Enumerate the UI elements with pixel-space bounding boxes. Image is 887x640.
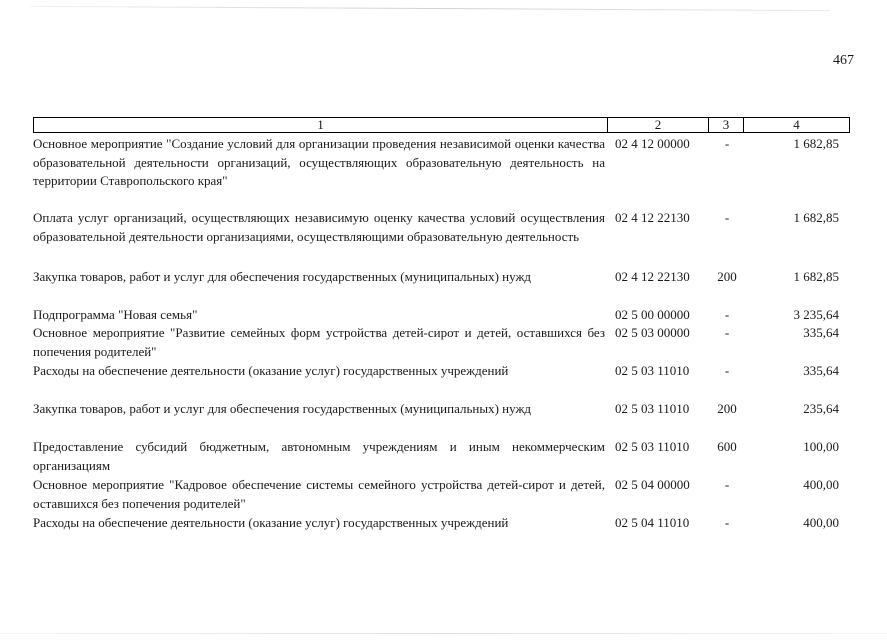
row-code: 02 4 12 22130 bbox=[615, 269, 690, 284]
row-type: - bbox=[724, 136, 730, 151]
row-code: 02 5 03 11010 bbox=[615, 401, 690, 416]
row-code: 02 5 03 00000 bbox=[615, 325, 690, 340]
row-sum: 1 682,85 bbox=[793, 269, 839, 284]
row-type: - bbox=[724, 477, 730, 492]
row-name: Основное мероприятие "Создание условий для организации проведения независимой оценки качества образовательной деятельности организаций, осуществляющих образовательную деятельность на территории Ставропольского края" bbox=[33, 136, 605, 188]
table-header bbox=[33, 117, 850, 133]
header-col-4: 4 bbox=[793, 117, 800, 132]
row-type: 200 bbox=[717, 269, 737, 284]
row-type: - bbox=[724, 515, 730, 530]
page-number: 467 bbox=[833, 53, 854, 68]
row-code: 02 4 12 22130 bbox=[615, 210, 690, 225]
scan-artifact-line bbox=[30, 6, 830, 11]
row-code: 02 4 12 00000 bbox=[615, 136, 690, 151]
row-name: Закупка товаров, работ и услуг для обеспечения государственных (муниципальных) нужд bbox=[33, 401, 532, 416]
row-name: Закупка товаров, работ и услуг для обеспечения государственных (муниципальных) нужд bbox=[33, 269, 532, 284]
scan-artifact-bottom bbox=[0, 633, 887, 634]
row-code: 02 5 03 11010 bbox=[615, 439, 690, 454]
row-name: Предоставление субсидий бюджетным, автономным учреждениям и иным некоммерческим организациям bbox=[33, 439, 605, 473]
header-col-1: 1 bbox=[34, 118, 608, 132]
row-sum: 3 235,64 bbox=[793, 307, 839, 322]
row-name: Расходы на обеспечение деятельности (оказание услуг) государственных учреждений bbox=[33, 515, 509, 530]
row-type: - bbox=[724, 325, 730, 340]
row-sum: 100,00 bbox=[803, 439, 839, 454]
row-code: 02 5 00 00000 bbox=[615, 307, 690, 322]
row-sum: 335,64 bbox=[803, 325, 839, 340]
row-type: - bbox=[724, 363, 730, 378]
row-sum: 1 682,85 bbox=[793, 136, 839, 151]
row-sum: 335,64 bbox=[803, 363, 839, 378]
row-sum: 400,00 bbox=[803, 477, 839, 492]
row-type: - bbox=[724, 210, 730, 225]
row-name: Основное мероприятие "Кадровое обеспечение системы семейного устройства детей-сирот и детей, оставшихся без попечения родителей" bbox=[33, 477, 605, 511]
row-sum: 1 682,85 bbox=[793, 210, 839, 225]
row-type: - bbox=[724, 307, 730, 322]
row-type: 200 bbox=[717, 401, 737, 416]
row-code: 02 5 04 11010 bbox=[615, 515, 690, 530]
row-code: 02 5 03 11010 bbox=[615, 363, 690, 378]
header-col-3: 3 bbox=[709, 118, 744, 132]
row-name: Подпрограмма "Новая семья" bbox=[33, 307, 198, 322]
row-sum: 235,64 bbox=[803, 401, 839, 416]
header-col-2: 2 bbox=[608, 118, 709, 132]
row-sum: 400,00 bbox=[803, 515, 839, 530]
row-name: Расходы на обеспечение деятельности (оказание услуг) государственных учреждений bbox=[33, 363, 509, 378]
row-name: Основное мероприятие "Развитие семейных форм устройства детей-сирот и детей, оставшихся без попечения родителей" bbox=[33, 325, 605, 359]
row-name: Оплата услуг организаций, осуществляющих независимую оценку качества условий осуществления образовательной деятельности организациями, осуществляющими образовательную деятельность bbox=[33, 210, 605, 244]
row-type: 600 bbox=[717, 439, 737, 454]
row-code: 02 5 04 00000 bbox=[615, 477, 690, 492]
